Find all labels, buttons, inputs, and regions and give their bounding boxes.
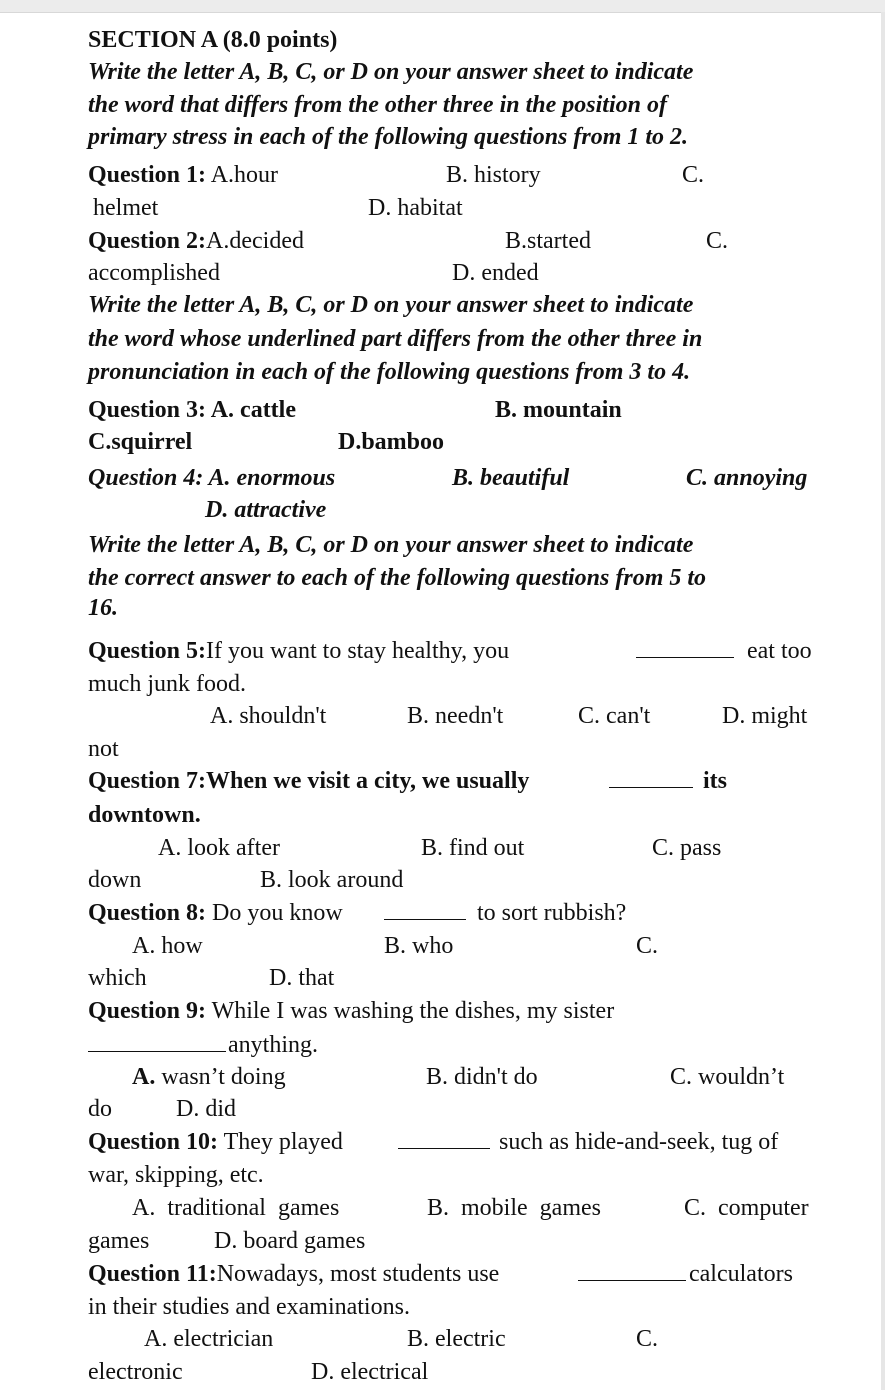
question-7-option-c: C. pass xyxy=(652,835,722,861)
question-9-stem-line-1 xyxy=(88,997,614,1025)
question-3-option-c: C.squirrel xyxy=(88,429,193,455)
question-3-label: Question 3: xyxy=(88,397,207,423)
question-11-option-c-cont: electronic xyxy=(88,1359,183,1385)
question-9-option-d: D. did xyxy=(176,1096,236,1122)
instruction-1-line-3: primary stress in each of the following questions from 1 to 2. xyxy=(88,124,689,150)
question-9-option-a-row xyxy=(132,1063,286,1091)
question-1-label: Question 1: xyxy=(88,162,207,188)
question-3-option-b: B. mountain xyxy=(495,397,622,423)
question-8-stem-line-1 xyxy=(88,899,343,927)
question-9-blank xyxy=(88,1031,226,1059)
question-7-stem-3: downtown. xyxy=(88,802,201,828)
question-7-option-d: B. look around xyxy=(260,867,404,893)
question-8-option-b: B. who xyxy=(384,933,454,959)
question-1-option-d: D. habitat xyxy=(368,195,463,221)
question-2-option-b: B.started xyxy=(505,228,591,254)
question-8-option-a: A. how xyxy=(132,933,203,959)
question-5-option-d-cont: not xyxy=(88,736,119,762)
question-10-option-a: A. traditional games xyxy=(132,1195,340,1221)
question-5-blank xyxy=(636,637,734,665)
question-3-option-d: D.bamboo xyxy=(338,429,445,455)
instruction-2-line-1: Write the letter A, B, C, or D on your answer sheet to indicate xyxy=(88,292,694,318)
instruction-3-line-3: 16. xyxy=(88,595,118,621)
question-11-stem-line-1 xyxy=(88,1260,499,1288)
question-11-stem-1: Nowadays, most students use xyxy=(216,1261,500,1287)
question-2-option-c-cont: accomplished xyxy=(88,260,220,286)
question-4-option-b: B. beautiful xyxy=(452,465,570,491)
question-8-stem-2: to sort rubbish? xyxy=(477,900,627,926)
question-7-blank xyxy=(609,767,693,795)
question-9-option-c: C. wouldn’t xyxy=(670,1064,785,1090)
question-8-blank xyxy=(384,899,466,927)
question-2-option-c: C. xyxy=(706,228,729,254)
question-10-stem-3: war, skipping, etc. xyxy=(88,1162,264,1188)
question-7-option-b: B. find out xyxy=(421,835,525,861)
question-8-option-c-cont: which xyxy=(88,965,147,991)
question-2-label: Question 2: xyxy=(88,228,207,254)
question-10-option-c: C. computer xyxy=(684,1195,809,1221)
question-2-option-a: A.decided xyxy=(206,228,304,254)
question-10-stem-2: such as hide-and-seek, tug of xyxy=(499,1129,779,1155)
question-1-row xyxy=(88,161,278,189)
question-4-option-a: A. enormous xyxy=(208,465,336,491)
question-5-option-a: A. shouldn't xyxy=(210,703,327,729)
question-7-stem-2: its xyxy=(703,768,727,794)
question-1-option-a: A.hour xyxy=(210,162,279,188)
instruction-3-line-2: the correct answer to each of the following questions from 5 to xyxy=(88,565,707,591)
question-9-option-a-text: wasn’t doing xyxy=(161,1064,286,1090)
question-1-option-b: B. history xyxy=(446,162,541,188)
question-10-stem-1: They played xyxy=(223,1129,343,1155)
question-9-option-c-cont: do xyxy=(88,1096,112,1122)
question-4-option-c: C. annoying xyxy=(686,465,808,491)
instruction-2-line-2: the word whose underlined part differs from the other three in xyxy=(88,326,703,352)
question-7-option-a: A. look after xyxy=(158,835,280,861)
question-10-label: Question 10: xyxy=(88,1129,219,1155)
question-11-option-d: D. electrical xyxy=(311,1359,429,1385)
question-9-label: Question 9: xyxy=(88,998,207,1024)
section-title: SECTION A (8.0 points) xyxy=(88,27,338,53)
question-1-option-c-cont: helmet xyxy=(93,195,159,221)
question-11-option-a: A. electrician xyxy=(144,1326,274,1352)
question-8-stem-1: Do you know xyxy=(212,900,343,926)
question-9-option-b: B. didn't do xyxy=(426,1064,538,1090)
question-11-label: Question 11: xyxy=(88,1261,217,1287)
question-8-option-c: C. xyxy=(636,933,659,959)
question-2-option-d: D. ended xyxy=(452,260,539,286)
top-border xyxy=(0,0,885,13)
question-7-option-c-cont: down xyxy=(88,867,142,893)
question-5-stem-1: If you want to stay healthy, you xyxy=(206,638,510,664)
question-11-stem-3: in their studies and examinations. xyxy=(88,1294,410,1320)
question-7-stem-line-1 xyxy=(88,767,529,795)
instruction-1-line-2: the word that differs from the other three in the position of xyxy=(88,92,667,118)
question-10-stem-line-1 xyxy=(88,1128,343,1156)
question-8-option-d: D. that xyxy=(269,965,335,991)
question-5-stem-line-1 xyxy=(88,637,509,665)
question-3-row xyxy=(88,396,296,424)
instruction-3-line-1: Write the letter A, B, C, or D on your answer sheet to indicate xyxy=(88,532,694,558)
question-5-option-c: C. can't xyxy=(578,703,651,729)
question-11-blank xyxy=(578,1260,686,1288)
question-3-option-a: A. cattle xyxy=(210,397,296,423)
question-9-stem-2: anything. xyxy=(228,1032,318,1058)
question-4-option-d: D. attractive xyxy=(205,497,327,523)
question-10-blank xyxy=(398,1128,490,1156)
question-9-option-a-letter: A. xyxy=(132,1064,156,1090)
right-border xyxy=(881,12,885,1390)
question-11-option-b: B. electric xyxy=(407,1326,506,1352)
question-1-option-c: C. xyxy=(682,162,705,188)
question-10-option-b: B. mobile games xyxy=(427,1195,601,1221)
question-9-stem-1: While I was washing the dishes, my sister xyxy=(211,998,615,1024)
question-5-stem-2: eat too xyxy=(747,638,812,664)
question-5-stem-3: much junk food. xyxy=(88,671,246,697)
question-11-stem-2: calculators xyxy=(689,1261,793,1287)
instruction-1-line-1: Write the letter A, B, C, or D on your answer sheet to indicate xyxy=(88,59,694,85)
question-5-option-b: B. needn't xyxy=(407,703,504,729)
question-8-label: Question 8: xyxy=(88,900,207,926)
question-10-option-d: D. board games xyxy=(214,1228,366,1254)
instruction-2-line-3: pronunciation in each of the following questions from 3 to 4. xyxy=(88,359,691,385)
question-5-label: Question 5: xyxy=(88,638,207,664)
question-4-row xyxy=(88,464,335,492)
question-7-label: Question 7: xyxy=(88,768,207,794)
question-10-option-c-cont: games xyxy=(88,1228,150,1254)
question-5-option-d: D. might xyxy=(722,703,808,729)
question-7-stem-1: When we visit a city, we usually xyxy=(206,768,530,794)
question-11-option-c: C. xyxy=(636,1326,659,1352)
question-4-label: Question 4: xyxy=(88,465,204,491)
question-2-row xyxy=(88,227,304,255)
